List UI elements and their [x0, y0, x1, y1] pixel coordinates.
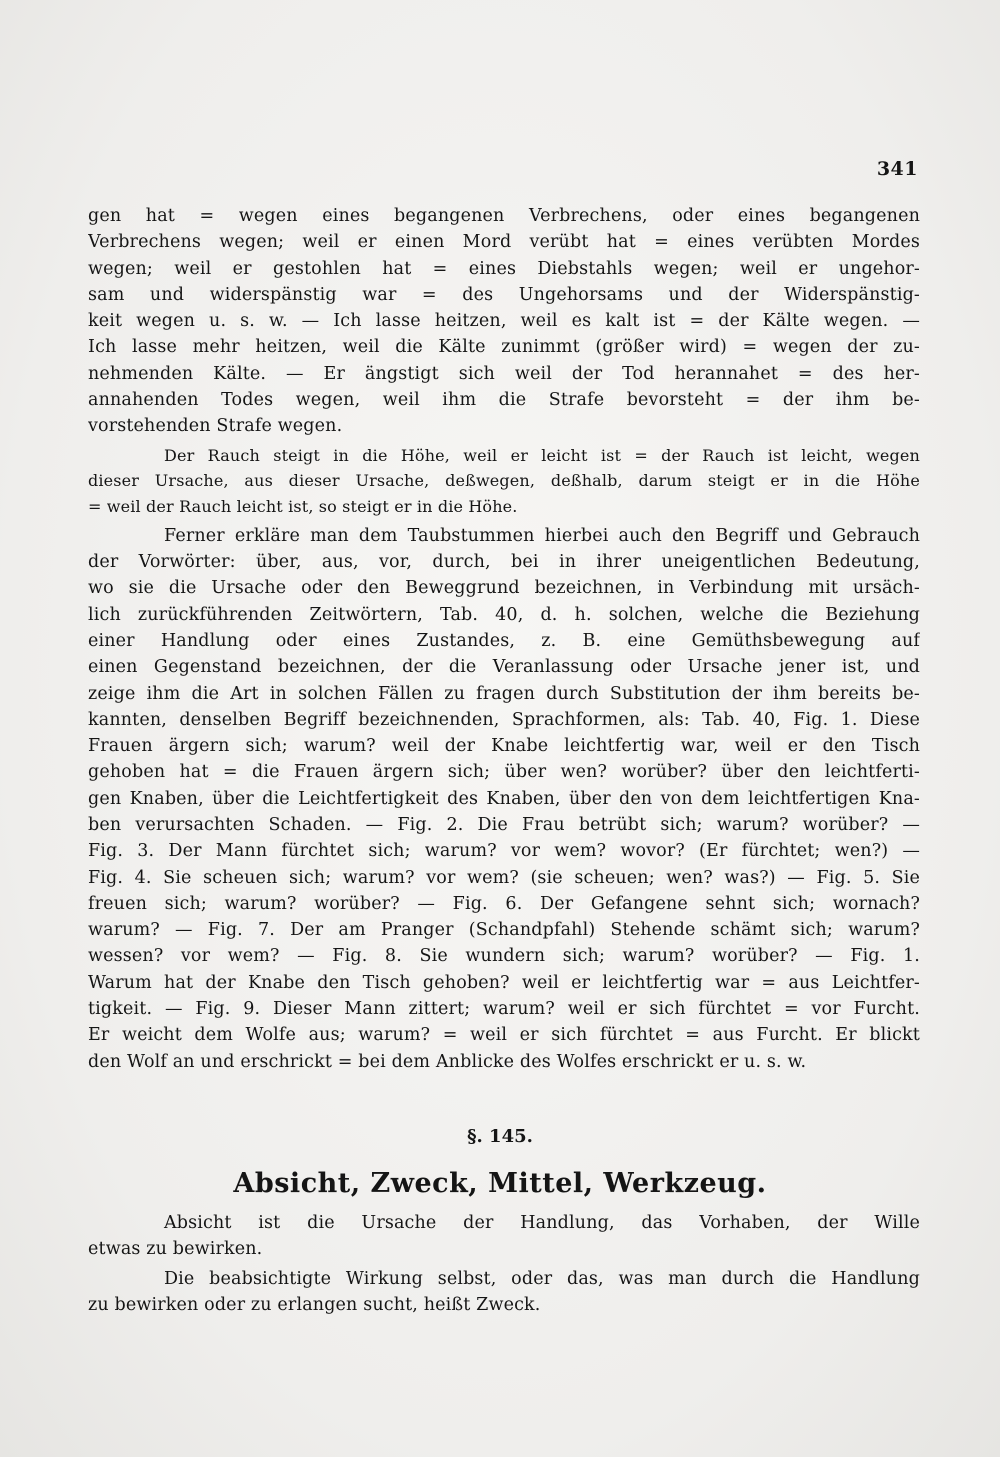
text-line: tigkeit. — Fig. 9. Dieser Mann zittert; warum? weil er sich fürchtet = vor Furcht. [88, 999, 920, 1020]
text-line: den Wolf an und erschrickt = bei dem Anblicke des Wolfes erschrickt er u. s. w. [88, 1051, 807, 1072]
text-line: nehmenden Kälte. — Er ängstigt sich weil der Tod herannahet = des her- [88, 363, 920, 384]
text-line: zu bewirken oder zu erlangen sucht, heißt Zweck. [88, 1294, 541, 1315]
text-line: vorstehenden Strafe wegen. [88, 416, 343, 437]
paragraph-4 [88, 1210, 920, 1263]
section-heading: Absicht, Zweck, Mittel, Werkzeug. [233, 1168, 767, 1199]
text-line: wessen? vor wem? — Fig. 8. Sie wundern sich; warum? worüber? — Fig. 1. [88, 946, 920, 967]
text-line: der Vorwörter: über, aus, vor, durch, bei in ihrer uneigentlichen Bedeutung, [88, 552, 920, 573]
text-line: Absicht ist die Ursache der Handlung, das Vorhaben, der Wille [164, 1213, 920, 1233]
text-line: Ich lasse mehr heitzen, weil die Kälte zunimmt (größer wird) = wegen der zu- [88, 337, 920, 358]
text-line: ben verursachten Schaden. — Fig. 2. Die Frau betrübt sich; warum? worüber? — [88, 815, 920, 835]
text-line: Die beabsichtigte Wirkung selbst, oder das, was man durch die Handlung [164, 1268, 920, 1289]
text-line: etwas zu bewirken. [88, 1239, 263, 1260]
text-line: wo sie die Ursache oder den Beweggrund bezeichnen, in Verbindung mit ursäch- [88, 578, 920, 599]
page-number: 341 [876, 158, 918, 180]
text-line: keit wegen u. s. w. — Ich lasse heitzen, weil es kalt ist = der Kälte wegen. — [88, 311, 920, 332]
text-line: Warum hat der Knabe den Tisch gehoben? weil er leichtfertig war = aus Leichtfer- [88, 972, 920, 993]
text-line: Frauen ärgern sich; warum? weil der Knabe leichtfertig war, weil er den Tisch [88, 736, 920, 757]
text-line: gehoben hat = die Frauen ärgern sich; über wen? worüber? über den leichtferti- [88, 762, 920, 783]
text-line: Der Rauch steigt in die Höhe, weil er leicht ist = der Rauch ist leicht, wegen [164, 445, 920, 465]
text-line: gen Knaben, über die Leichtfertigkeit des Knaben, über den von dem leichtfertigen Kna- [88, 788, 920, 809]
text-line: lich zurückführenden Zeitwörtern, Tab. 40, d. h. solchen, welche die Beziehung [88, 604, 920, 625]
text-line: einen Gegenstand bezeichnen, der die Veranlassung oder Ursache jener ist, und [88, 657, 920, 678]
text-line: Ferner erkläre man dem Taubstummen hierbei auch den Begriff und Gebrauch [164, 525, 920, 546]
text-line: Fig. 3. Der Mann fürchtet sich; warum? vor wem? wovor? (Er fürchtet; wen?) — [88, 841, 920, 862]
paragraph-5 [88, 1266, 920, 1319]
paragraph-1 [88, 203, 920, 440]
text-line: Fig. 4. Sie scheuen sich; warum? vor wem? (sie scheuen; wen? was?) — Fig. 5. Sie [88, 867, 920, 888]
text-line: einer Handlung oder eines Zustandes, z. B. eine Gemüthsbewegung auf [88, 630, 920, 651]
text-line: Er weicht dem Wolfe aus; warum? = weil er sich fürchtet = aus Furcht. Er blickt [88, 1025, 920, 1046]
text-line: kannten, denselben Begriff bezeichnenden, Sprachformen, als: Tab. 40, Fig. 1. Diese [88, 709, 920, 730]
paragraph-3 [88, 523, 920, 1075]
text-line: = weil der Rauch leicht ist, so steigt er in die Höhe. [88, 497, 518, 517]
body-text [88, 203, 920, 1075]
text-line: gen hat = wegen eines begangenen Verbrechens, oder eines begangenen [88, 206, 920, 226]
text-line: zeige ihm die Art in solchen Fällen zu fragen durch Substitution der ihm bereits be- [88, 683, 920, 704]
text-line: warum? — Fig. 7. Der am Pranger (Schandpfahl) Stehende schämt sich; warum? [88, 920, 920, 941]
text-line: annahenden Todes wegen, weil ihm die Strafe bevorsteht = der ihm be- [88, 390, 920, 411]
paragraph-2 [88, 443, 920, 520]
text-line: Verbrechens wegen; weil er einen Mord verübt hat = eines verübten Mordes [88, 232, 920, 253]
section-body [88, 1210, 920, 1318]
text-line: wegen; weil er gestohlen hat = eines Diebstahls wegen; weil er ungehor- [88, 258, 920, 279]
section-number: §. 145. [467, 1126, 533, 1147]
text-line: sam und widerspänstig war = des Ungehorsams und der Widerspänstig- [88, 284, 920, 305]
text-line: freuen sich; warum? worüber? — Fig. 6. Der Gefangene sehnt sich; wornach? [88, 893, 920, 914]
text-line: dieser Ursache, aus dieser Ursache, deßwegen, deßhalb, darum steigt er in die Höhe [88, 471, 920, 491]
